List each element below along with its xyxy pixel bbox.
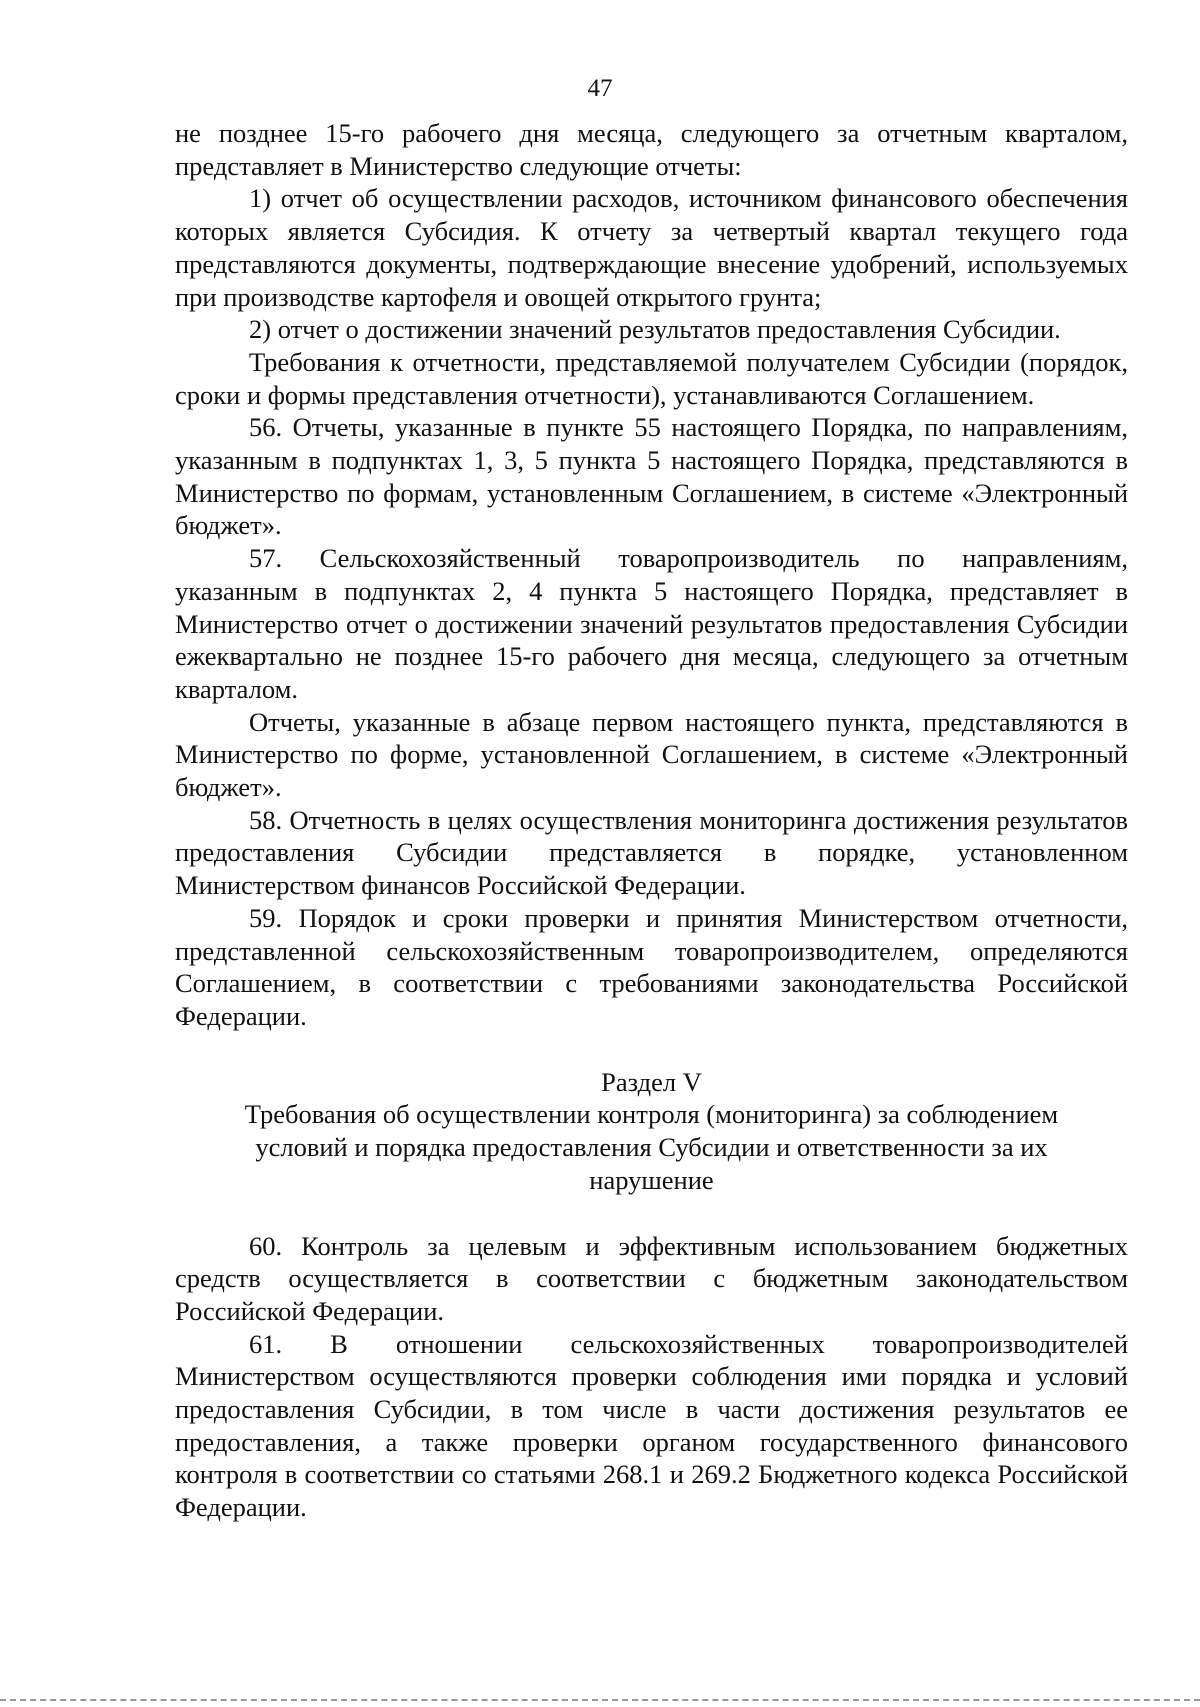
- paragraph: 56. Отчеты, указанные в пункте 55 настоящего Порядка, по направлениям, указанным в подпунктах 1, 3, 5 пункта 5 настоящего Порядка, представляются в Министерство по формам, установленным Соглашением, в системе «Электронный бюджет».: [175, 412, 1128, 541]
- paragraph: 58. Отчетность в целях осуществления мониторинга достижения результатов предоставления Субсидии представляется в порядке, установленном Министерством финансов Российской Федерации.: [175, 804, 1128, 901]
- paragraph: 60. Контроль за целевым и эффективным использованием бюджетных средств осуществляется в соответствии с бюджетным законодательством Российской Федерации.: [175, 1230, 1128, 1326]
- paragraph: 2) отчет о достижении значений результатов предоставления Субсидии.: [249, 314, 1061, 345]
- paragraphs-bottom: [175, 1230, 1128, 1524]
- document-body: [175, 117, 1128, 1524]
- paragraph: 1) отчет об осуществлении расходов, источником финансового обеспечения которых является Субсидия. К отчету за четвертый квартал текущего года представляются документы, подтверждающие внесение удобрений, используемых при производстве картофеля и овощей открытого грунта;: [175, 183, 1128, 312]
- paragraph: Требования к отчетности, представляемой получателем Субсидии (порядок, сроки и формы представления отчетности), устанавливаются Соглашением.: [175, 346, 1128, 410]
- section-title: Требования об осуществлении контроля (мониторинга) за соблюдением условий и порядка предоставления Субсидии и ответственности за их нарушение: [244, 1099, 1059, 1195]
- paragraph: 57. Сельскохозяйственный товаропроизводитель по направлениям, указанным в подпунктах 2, 4 пункта 5 настоящего Порядка, представляет в Министерство отчет о достижении значений результатов предоставления Субсидии ежеквартально не позднее 15-го рабочего дня месяца, следующего за отчетным кварталом.: [175, 543, 1128, 704]
- paragraph: 59. Порядок и сроки проверки и принятия Министерством отчетности, представленной сельскохозяйственным товаропроизводителем, определяются Соглашением, в соответствии с требованиями законодательства Российской Федерации.: [175, 902, 1128, 1031]
- page-number: 47: [587, 75, 613, 102]
- paragraph: 61. В отношении сельскохозяйственных товаропроизводителей Министерством осуществляются проверки соблюдения ими порядка и условий предоставления Субсидии, в том числе в части достижения результатов ее предоставления, а также проверки органом государственного финансового контроля в соответствии со статьями 268.1 и 269.2 Бюджетного кодекса Российской Федерации.: [175, 1328, 1128, 1523]
- paragraphs-top: [175, 117, 1128, 1033]
- scan-edge-line: [0, 1699, 1200, 1701]
- section-label: Раздел V: [601, 1066, 702, 1097]
- section-heading: [175, 1066, 1128, 1197]
- paragraph: не позднее 15-го рабочего дня месяца, следующего за отчетным кварталом, представляет в Министерство следующие отчеты:: [175, 118, 1128, 181]
- paragraph: Отчеты, указанные в абзаце первом настоящего пункта, представляются в Министерство по форме, установленной Соглашением, в системе «Электронный бюджет».: [175, 706, 1128, 803]
